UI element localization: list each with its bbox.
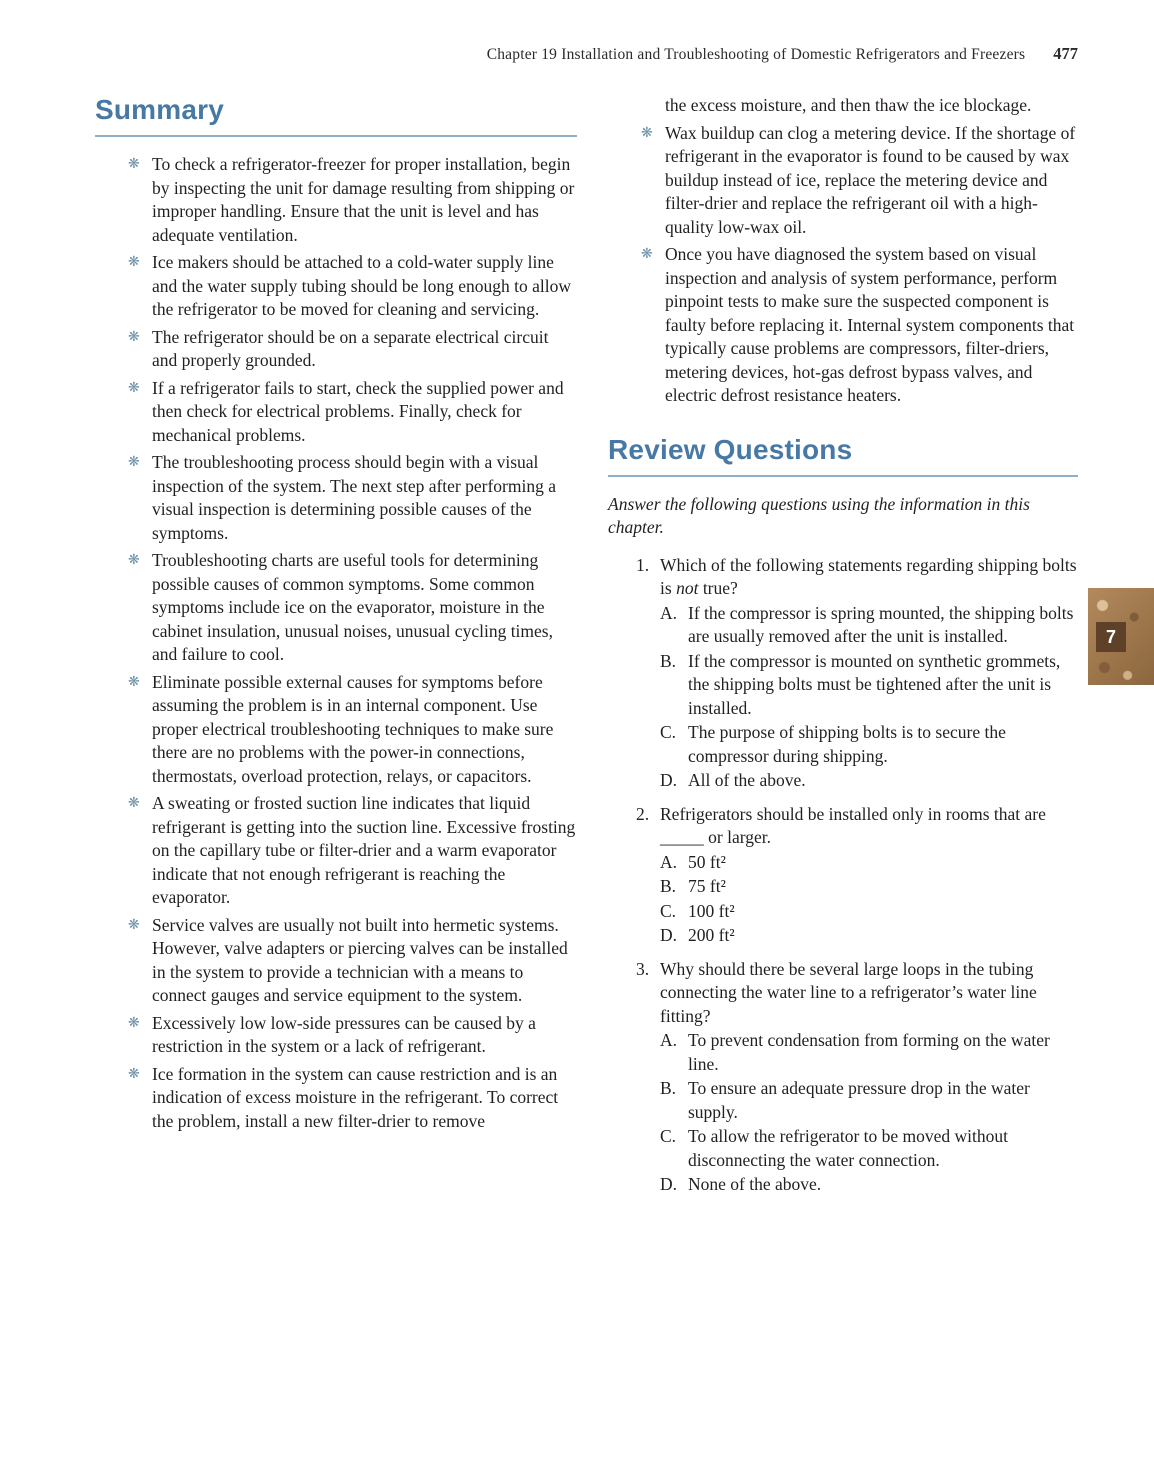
left-column — [95, 94, 577, 1207]
bullet-text: A sweating or frosted suction line indicates that liquid refrigerant is getting into the suction line. Excessive frosting on the capillary tube or filter-drier and a warm evaporator indicate that not enough refrigerant is reaching the evaporator. — [152, 793, 576, 907]
option-label: D. — [660, 770, 678, 790]
bullet-text: Eliminate possible external causes for symptoms before assuming the problem is in an internal component. Use proper electrical troubleshooting techniques to make sure there are no problems with the power-in connections, thermostats, overload protection, relays, or capacitors. — [152, 671, 554, 786]
options-list — [660, 602, 1078, 793]
question-text — [660, 803, 1078, 850]
option-text: To prevent condensation from forming on the water line. — [688, 1030, 1050, 1074]
page-header — [95, 44, 1078, 64]
chapter-tab-number: 7 — [1096, 622, 1126, 652]
question-text-part: Why should there be several large loops in the tubing connecting the water line to a refrigerator’s water line fitting? — [660, 958, 1037, 1026]
question-option — [660, 602, 1078, 649]
question-item — [636, 554, 1078, 793]
question-option — [660, 769, 1078, 793]
question-row — [636, 958, 1078, 1029]
snowflake-bullet-icon: ❋ — [128, 795, 140, 811]
question-row — [636, 554, 1078, 601]
summary-bullet-list-continued — [608, 122, 1078, 408]
bullet-text: To check a refrigerator-freezer for proper installation, begin by inspecting the unit for damage resulting from shipping or improper handling. Ensure that the unit is level and has adequate ventilation. — [152, 154, 575, 245]
question-option — [660, 650, 1078, 721]
question-number: 1. — [636, 554, 650, 575]
question-item — [636, 958, 1078, 1197]
summary-bullet-item — [95, 1063, 577, 1134]
snowflake-bullet-icon: ❋ — [128, 673, 140, 690]
bullet-text: Ice makers should be attached to a cold-water supply line and the water supply tubing should be long enough to allow the refrigerator to be moved for cleaning and servicing. — [152, 252, 571, 319]
option-label: C. — [660, 1126, 677, 1146]
bullet-text: The troubleshooting process should begin with a visual inspection of the system. The next step after performing a visual inspection is determining possible causes of the symptoms. — [152, 452, 557, 543]
summary-bullet-item — [95, 153, 577, 247]
question-option — [660, 721, 1078, 768]
option-text: 100 ft² — [688, 900, 735, 921]
question-option — [660, 1077, 1078, 1124]
option-text: All of the above. — [688, 770, 806, 790]
option-text: If the compressor is spring mounted, the shipping bolts are usually removed after the unit is installed. — [688, 602, 1074, 646]
summary-title: Summary — [95, 94, 577, 137]
page-number: 477 — [1053, 44, 1078, 63]
question-text — [660, 958, 1078, 1029]
question-option — [660, 851, 1078, 875]
option-text: To ensure an adequate pressure drop in the water supply. — [688, 1078, 1030, 1122]
bullet-text: Wax buildup can clog a metering device. If the shortage of refrigerant in the evaporator is found to be caused by wax buildup instead of ice, replace the metering device and filter-drier and replace the refrigerant oil with a high-quality low-wax oil. — [665, 122, 1076, 237]
summary-bullet-item — [95, 377, 577, 448]
question-text-part: Which of the following statements regarding shipping bolts is — [660, 554, 1077, 598]
option-text: The purpose of shipping bolts is to secure the compressor during shipping. — [688, 722, 1006, 766]
summary-bullet-list — [95, 153, 577, 1133]
bullet-text: Excessively low low-side pressures can be caused by a restriction in the system or a lack of refrigerant. — [152, 1012, 536, 1056]
snowflake-bullet-icon: ❋ — [128, 1014, 140, 1031]
summary-bullet-item — [95, 326, 577, 373]
bullet-text: Once you have diagnosed the system based on visual inspection and analysis of system performance, perform pinpoint tests to make sure the suspected component is faulty before replacing it. Internal system components that typically cause problems are compressors, filter-driers, metering devices, hot-gas defrost bypass valves, and electric defrost resistance heaters. — [665, 244, 1075, 405]
option-label: D. — [660, 1174, 678, 1194]
question-text-part: true? — [698, 578, 738, 598]
option-label: B. — [660, 1078, 677, 1098]
option-label: B. — [660, 650, 677, 671]
option-label: B. — [660, 876, 677, 896]
question-option — [660, 924, 1078, 948]
chapter-tab — [1088, 588, 1154, 685]
summary-bullet-item — [95, 671, 577, 789]
summary-bullet-item — [608, 243, 1078, 408]
bullet-text: The refrigerator should be on a separate electrical circuit and properly grounded. — [152, 326, 549, 370]
option-text: If the compressor is mounted on synthetic grommets, the shipping bolts must be tightened after the unit is installed. — [688, 650, 1061, 718]
question-option — [660, 900, 1078, 924]
option-text: 50 ft² — [688, 851, 726, 872]
question-option — [660, 875, 1078, 899]
option-text: 75 ft² — [688, 876, 726, 896]
two-column-layout — [95, 94, 1078, 1207]
bullet-text: Troubleshooting charts are useful tools for determining possible causes of common symptoms. Some common symptoms include ice on the evaporator, moisture in the cabinet insulation, unusual noises, unusual cycling times, and failure to cool. — [152, 550, 553, 664]
summary-bullet-item — [95, 1012, 577, 1059]
options-list — [660, 851, 1078, 948]
option-text: To allow the refrigerator to be moved without disconnecting the water connection. — [688, 1126, 1008, 1170]
snowflake-bullet-icon: ❋ — [641, 246, 653, 262]
question-number: 2. — [636, 803, 650, 824]
continued-paragraph: the excess moisture, and then thaw the ice blockage. — [665, 95, 1032, 115]
bullet-text: Ice formation in the system can cause restriction and is an indication of excess moisture in the refrigerant. To correct the problem, install a new filter-drier to remove — [152, 1063, 559, 1131]
question-number: 3. — [636, 958, 650, 979]
question-row — [636, 803, 1078, 850]
summary-bullet-item — [95, 451, 577, 545]
summary-bullet-item — [608, 122, 1078, 240]
option-label: A. — [660, 1030, 678, 1050]
snowflake-bullet-icon: ❋ — [128, 454, 140, 470]
question-text-italic: not — [676, 578, 699, 598]
option-label: D. — [660, 925, 678, 945]
summary-bullet-item — [95, 251, 577, 322]
question-text-part: Refrigerators should be installed only in rooms that are _____ or larger. — [660, 803, 1046, 847]
option-label: C. — [660, 900, 677, 921]
snowflake-bullet-icon: ❋ — [128, 328, 140, 345]
option-text: None of the above. — [688, 1174, 822, 1194]
options-list — [660, 1029, 1078, 1197]
review-questions-title: Review Questions — [608, 434, 1078, 477]
running-head: Chapter 19 Installation and Troubleshooting of Domestic Refrigerators and Freezers — [486, 46, 1026, 63]
snowflake-bullet-icon: ❋ — [128, 254, 140, 270]
column-gutter — [577, 94, 608, 1207]
bullet-text: If a refrigerator fails to start, check the supplied power and then check for electrical problems. Finally, check for mechanical problems. — [152, 377, 564, 445]
summary-bullet-item — [95, 792, 577, 910]
snowflake-bullet-icon: ❋ — [641, 124, 653, 141]
option-label: A. — [660, 602, 678, 623]
option-label: C. — [660, 722, 677, 742]
question-option — [660, 1173, 1078, 1197]
right-column — [608, 94, 1078, 1207]
review-questions-list — [636, 554, 1078, 1197]
bullet-text: Service valves are usually not built into hermetic systems. However, valve adapters or piercing valves can be installed in the system to provide a technician with a means to connect gauges and service equipment to the system. — [152, 914, 568, 1005]
snowflake-bullet-icon: ❋ — [128, 379, 140, 396]
option-text: 200 ft² — [688, 925, 735, 945]
option-label: A. — [660, 851, 678, 872]
snowflake-bullet-icon: ❋ — [128, 552, 140, 568]
question-option — [660, 1029, 1078, 1076]
snowflake-bullet-icon: ❋ — [128, 156, 140, 172]
summary-bullet-item — [95, 549, 577, 667]
question-option — [660, 1125, 1078, 1172]
snowflake-bullet-icon: ❋ — [128, 916, 140, 933]
snowflake-bullet-icon: ❋ — [128, 1065, 140, 1082]
question-item — [636, 803, 1078, 948]
summary-bullet-item — [95, 914, 577, 1008]
question-text — [660, 554, 1078, 601]
review-intro: Answer the following questions using the information in this chapter. — [608, 493, 1030, 537]
